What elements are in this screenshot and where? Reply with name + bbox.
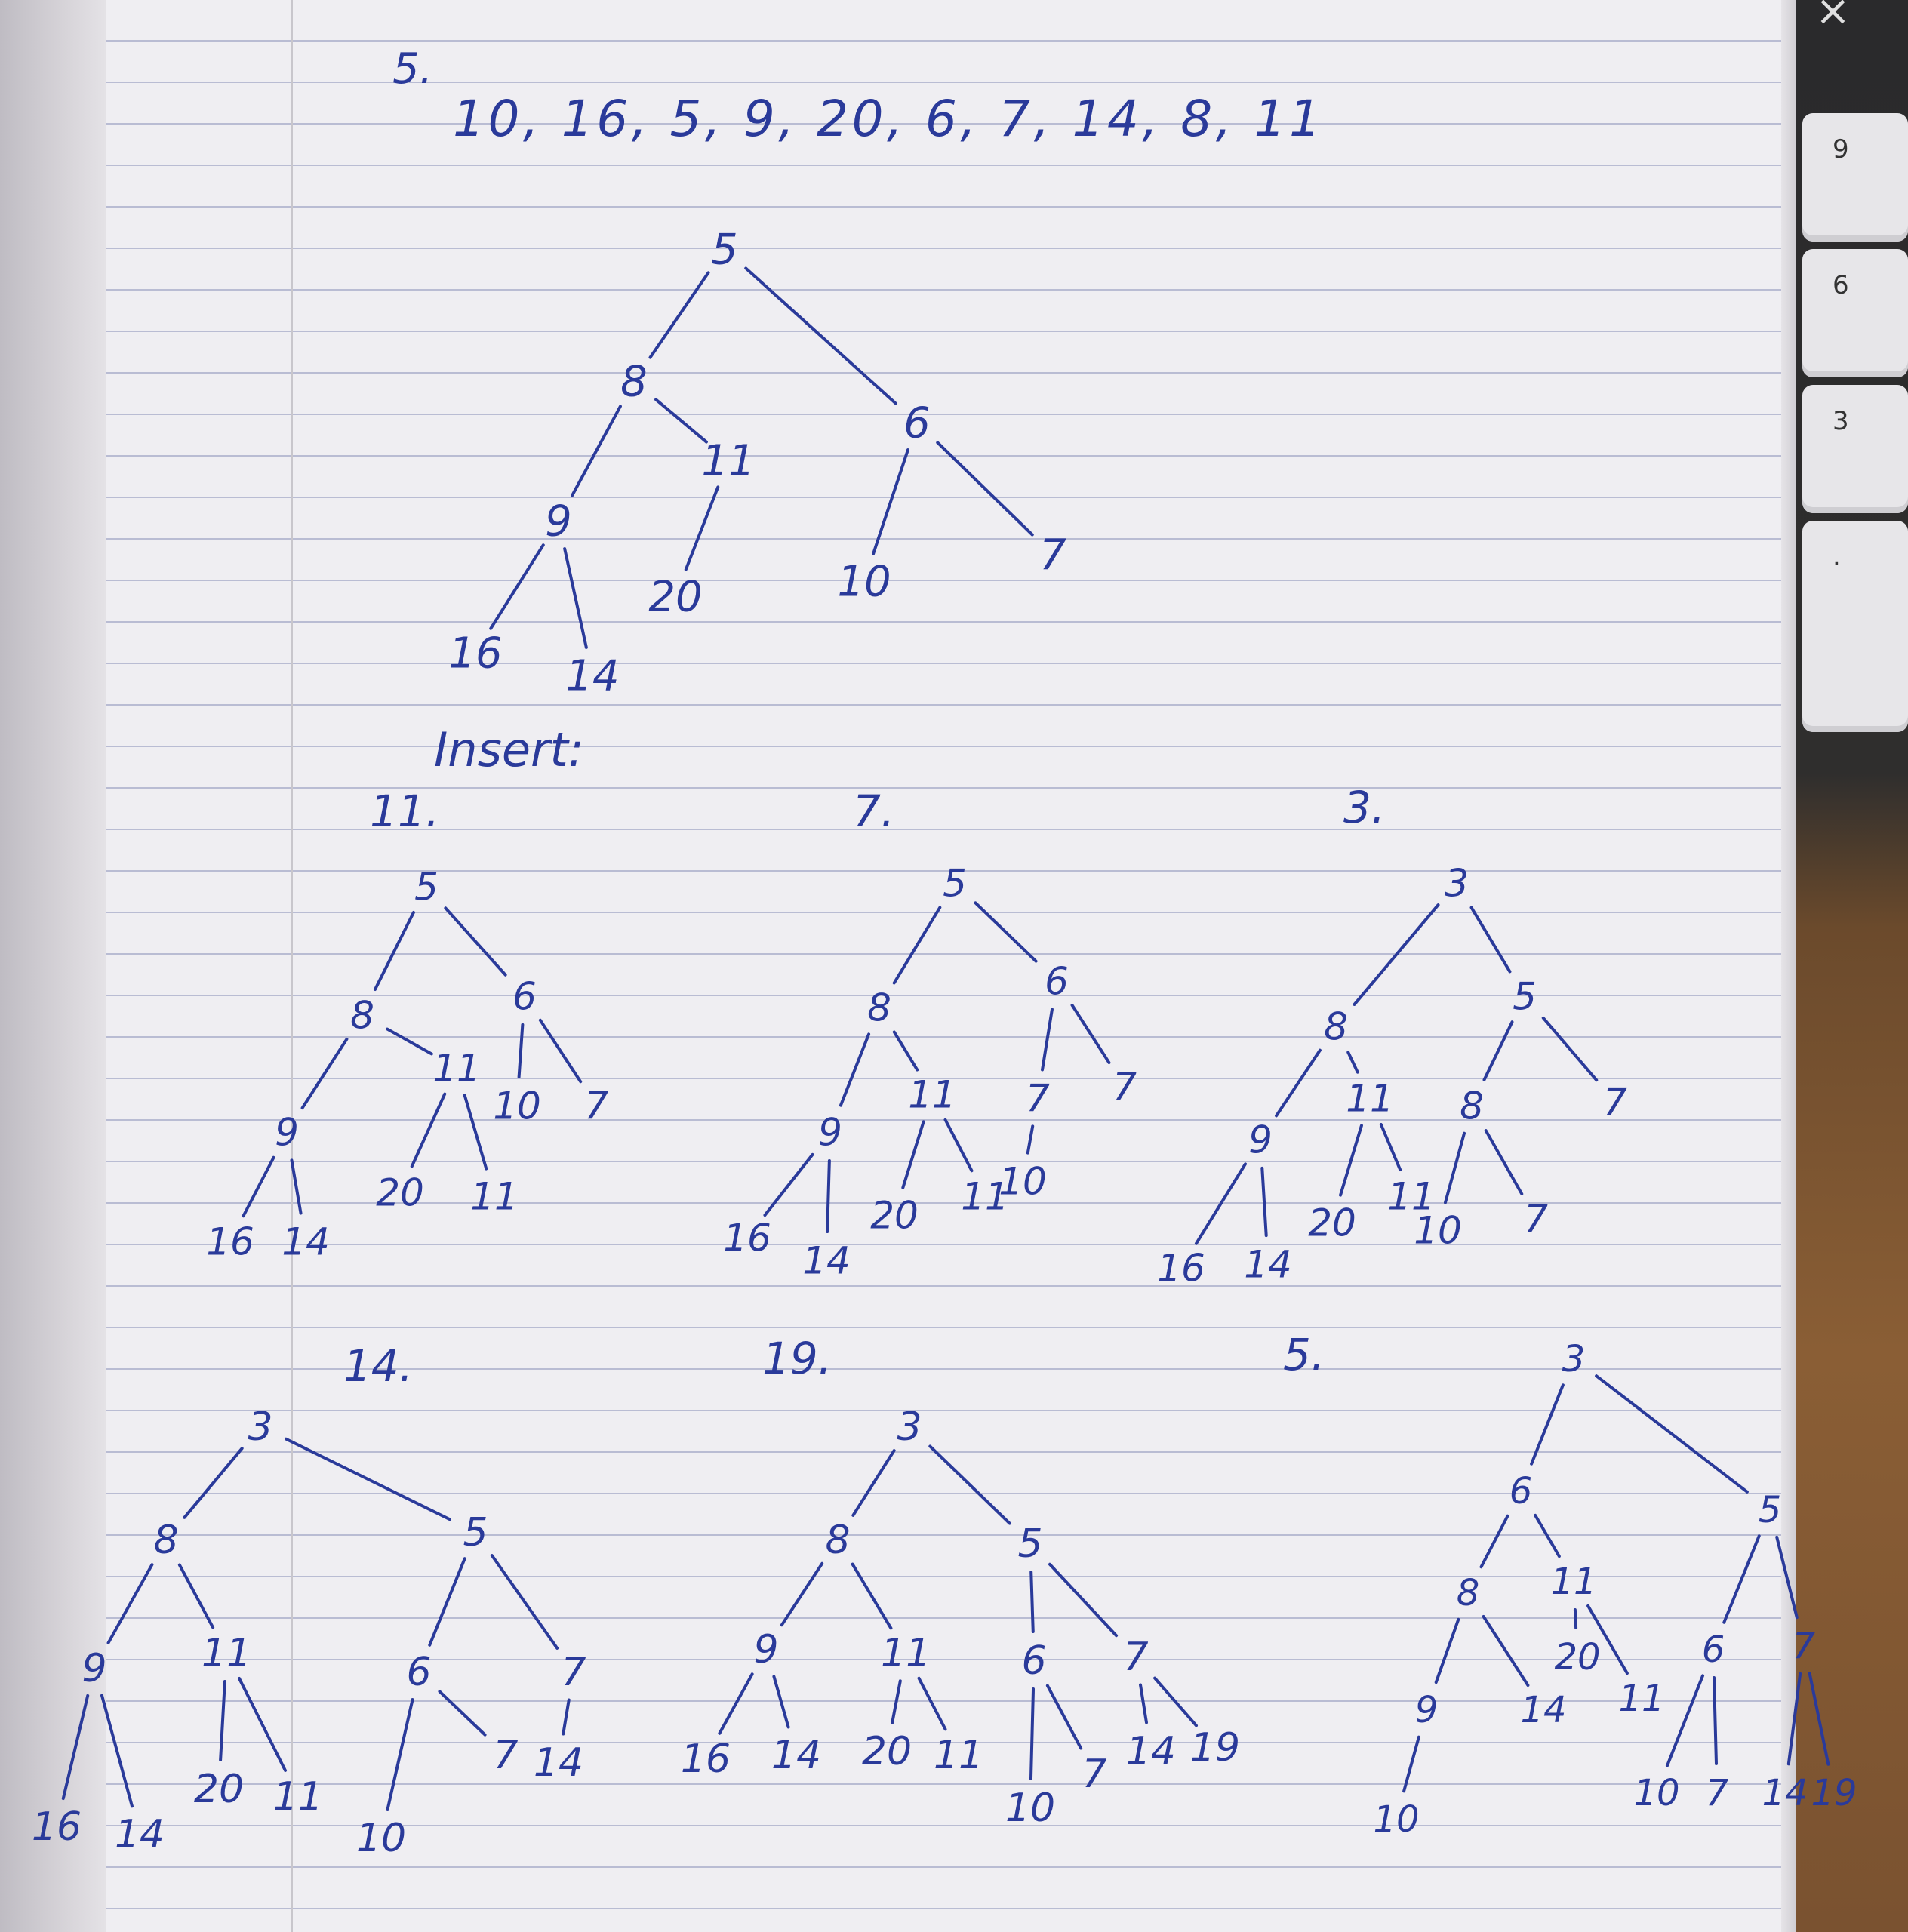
tree-node: 11 xyxy=(470,1174,519,1219)
tree-edge xyxy=(782,1564,822,1625)
tree-node: 19 xyxy=(1811,1771,1857,1814)
tree-edge xyxy=(827,1161,829,1232)
tree-node: 6 xyxy=(1701,1628,1725,1671)
tree-node: 3 xyxy=(897,1404,922,1451)
tree-3 xyxy=(1157,782,1627,1291)
tree-edge xyxy=(1724,1536,1759,1623)
tree-edge xyxy=(1436,1620,1459,1682)
tree-node: 7 xyxy=(493,1733,519,1779)
tree-node: 7 xyxy=(1026,1076,1050,1121)
tree-edge xyxy=(63,1696,88,1798)
tree-label: 7. xyxy=(853,786,895,837)
tree-label: 11. xyxy=(370,786,440,837)
sequence-text: 10, 16, 5, 9, 20, 6, 7, 14, 8, 11 xyxy=(453,90,1321,148)
tree-edge xyxy=(439,1691,485,1734)
tree-node: 7 xyxy=(1524,1197,1548,1241)
tree-node: 6 xyxy=(406,1650,432,1696)
problem-number: 5. xyxy=(392,45,433,94)
tree-node: 9 xyxy=(82,1646,107,1692)
tree-edge xyxy=(220,1681,225,1760)
tree-node: 19 xyxy=(1189,1725,1241,1771)
tree-node: 5 xyxy=(1758,1488,1782,1531)
tree-edge xyxy=(892,1681,900,1722)
tree-node: 14 xyxy=(1520,1688,1567,1731)
tree-edge xyxy=(719,1674,752,1733)
tree-edge xyxy=(656,399,706,441)
tree-edge xyxy=(1340,1125,1362,1195)
tree-edge xyxy=(1031,1689,1033,1779)
tree-label: 3. xyxy=(1343,782,1386,833)
tree-node: 11 xyxy=(1387,1174,1436,1219)
tree-edge xyxy=(930,1446,1009,1523)
tree-node: 20 xyxy=(1308,1201,1356,1245)
tree-node: 9 xyxy=(1414,1688,1439,1731)
tree-edge xyxy=(412,1094,445,1167)
tree-edge xyxy=(853,1564,891,1629)
tree-node: 8 xyxy=(1456,1571,1480,1614)
tree-node: 8 xyxy=(153,1518,179,1564)
tree-edge xyxy=(387,1029,432,1054)
tree-node: 11 xyxy=(908,1072,956,1117)
tree-edge xyxy=(1810,1673,1829,1764)
tree-edge xyxy=(1276,1051,1320,1116)
tree-node: 11 xyxy=(701,436,756,486)
key-label: . xyxy=(1833,542,1841,572)
tree-node: 5 xyxy=(711,225,738,275)
tree-edge xyxy=(1445,1134,1464,1203)
tree-node: 7 xyxy=(1705,1771,1729,1814)
tree-edge xyxy=(109,1564,152,1643)
tree-label: 14. xyxy=(343,1340,414,1392)
tree-node: 10 xyxy=(1633,1771,1680,1814)
tree-node: 10 xyxy=(493,1084,541,1128)
tree-node: 7 xyxy=(561,1650,586,1696)
tree-node: 7 xyxy=(1112,1065,1137,1109)
tree-node: 9 xyxy=(1248,1118,1273,1162)
tree-edge xyxy=(1354,905,1438,1004)
tree-node: 20 xyxy=(870,1193,919,1238)
tree-edge xyxy=(746,268,896,403)
tree-node: 10 xyxy=(999,1159,1047,1204)
tree-edge xyxy=(1155,1678,1196,1726)
tree-node: 14 xyxy=(802,1238,851,1283)
tree-node: 8 xyxy=(825,1518,851,1564)
tree-node: 7 xyxy=(1792,1624,1816,1667)
tree-edge xyxy=(243,1158,273,1216)
tree-5 xyxy=(681,1333,1240,1831)
tree-edge xyxy=(540,1020,580,1081)
tree-edge xyxy=(286,1439,450,1519)
tree-edge xyxy=(1535,1515,1559,1556)
tree-edge xyxy=(303,1039,347,1108)
tree-node: 6 xyxy=(1509,1469,1533,1512)
tree-4 xyxy=(32,1340,586,1861)
tree-edge xyxy=(565,549,586,648)
tree-node: 11 xyxy=(432,1046,481,1091)
tree-node: 6 xyxy=(1021,1638,1047,1684)
tree-label: 5. xyxy=(1283,1329,1325,1380)
tree-edge xyxy=(563,1700,569,1734)
tree-edge xyxy=(1028,1126,1032,1152)
tree-node: 14 xyxy=(1244,1242,1292,1287)
tree-node: 8 xyxy=(1324,1004,1348,1049)
tree-node: 16 xyxy=(723,1216,771,1260)
tree-edge xyxy=(937,442,1032,534)
key-label: 3 xyxy=(1833,406,1849,436)
tree-node: 16 xyxy=(448,629,503,678)
tree-edge xyxy=(1543,1018,1597,1080)
tree-node: 11 xyxy=(1618,1677,1665,1720)
tree-edge xyxy=(1575,1610,1576,1628)
tree-edge xyxy=(1531,1385,1563,1463)
tree-node: 5 xyxy=(1017,1521,1043,1567)
tree-node: 20 xyxy=(376,1171,424,1215)
tree-node: 10 xyxy=(837,557,891,607)
tree-node: 9 xyxy=(545,497,572,546)
tree-edge xyxy=(1196,1164,1245,1243)
tree-node: 16 xyxy=(1157,1246,1205,1291)
tree-edge xyxy=(102,1696,132,1807)
tree-node: 14 xyxy=(282,1220,330,1264)
tree-edge xyxy=(1481,1516,1507,1567)
tree-node: 11 xyxy=(880,1631,931,1677)
tree-node: 10 xyxy=(1005,1786,1056,1832)
tree-edge xyxy=(945,1120,971,1171)
tree-node: 3 xyxy=(1562,1337,1586,1380)
tree-node: 11 xyxy=(272,1774,324,1820)
tree-node: 16 xyxy=(680,1737,731,1783)
tree-node: 7 xyxy=(1039,531,1066,580)
tree-node: 11 xyxy=(1346,1076,1394,1121)
tree-node: 7 xyxy=(584,1084,608,1128)
tree-edge xyxy=(1484,1617,1528,1685)
tree-edge xyxy=(429,1558,464,1645)
tree-edge xyxy=(1667,1675,1703,1765)
tree-edge xyxy=(492,1555,557,1648)
tree-node: 20 xyxy=(1554,1635,1601,1678)
tree-drawings xyxy=(32,226,1857,1862)
tree-edge xyxy=(1031,1572,1033,1632)
tree-node: 10 xyxy=(1414,1208,1462,1253)
tree-node: 7 xyxy=(1123,1635,1149,1681)
tree-edge xyxy=(894,1032,917,1069)
tree-node: 11 xyxy=(933,1733,984,1779)
tree-node: 20 xyxy=(861,1729,912,1775)
tree-edge xyxy=(491,545,543,629)
tree-edge xyxy=(903,1121,923,1187)
tree-node: 10 xyxy=(1373,1798,1420,1841)
tree-edge xyxy=(774,1677,788,1727)
tree-node: 7 xyxy=(1082,1752,1107,1798)
tree-label: 19. xyxy=(762,1333,832,1384)
tree-edge xyxy=(919,1678,945,1730)
tree-edge xyxy=(1472,908,1510,972)
tree-node: 16 xyxy=(31,1804,82,1850)
tree-node: 9 xyxy=(818,1110,842,1155)
tree-edge xyxy=(1486,1131,1522,1194)
tree-edge xyxy=(519,1025,523,1077)
tree-edge xyxy=(1048,1686,1081,1749)
tree-edge xyxy=(1485,1022,1513,1080)
tree-node: 5 xyxy=(1513,974,1537,1019)
tree-edge xyxy=(375,912,414,989)
tree-edge xyxy=(180,1565,213,1628)
tree-node: 11 xyxy=(961,1174,1009,1219)
tree-0 xyxy=(448,226,1066,701)
tree-edge xyxy=(1042,1010,1052,1070)
tree-edge xyxy=(1789,1674,1800,1764)
insert-heading: Insert: xyxy=(434,722,584,777)
key-label: 6 xyxy=(1833,270,1849,300)
tree-edge xyxy=(239,1678,285,1770)
tree-node: 14 xyxy=(1762,1771,1808,1814)
tree-edge xyxy=(1050,1564,1116,1635)
tree-edge xyxy=(445,908,505,974)
tree-node: 14 xyxy=(565,651,620,701)
tree-1 xyxy=(206,786,608,1264)
close-mark-icon: × xyxy=(1815,0,1851,35)
tree-node: 6 xyxy=(1045,959,1069,1004)
tree-edge xyxy=(1714,1678,1716,1764)
tree-edge xyxy=(1381,1124,1400,1170)
tree-node: 8 xyxy=(1460,1084,1484,1128)
tree-node: 5 xyxy=(414,865,439,909)
tree-edge xyxy=(975,903,1036,961)
tree-edge xyxy=(894,907,940,983)
tree-node: 5 xyxy=(463,1510,488,1556)
tree-edge xyxy=(1072,1005,1109,1063)
tree-edge xyxy=(765,1155,812,1215)
tree-6 xyxy=(1283,1329,1857,1841)
tree-edge xyxy=(853,1451,894,1515)
tree-edge xyxy=(291,1160,300,1213)
tree-edge xyxy=(1404,1737,1419,1792)
tree-edge xyxy=(1348,1052,1357,1072)
tree-node: 14 xyxy=(533,1740,584,1786)
tree-node: 11 xyxy=(1550,1560,1597,1603)
tree-edge xyxy=(650,272,708,357)
tree-node: 11 xyxy=(201,1631,252,1677)
tree-edge xyxy=(1140,1685,1146,1723)
tree-edge xyxy=(841,1034,869,1105)
tree-node: 9 xyxy=(753,1627,779,1673)
tree-node: 14 xyxy=(114,1812,165,1858)
tree-node: 9 xyxy=(275,1110,299,1155)
tree-node: 5 xyxy=(943,861,967,906)
tree-node: 3 xyxy=(248,1404,273,1451)
tree-edge xyxy=(572,406,620,495)
tree-node: 14 xyxy=(1125,1729,1177,1775)
tree-node: 3 xyxy=(1445,861,1469,906)
tree-edge xyxy=(873,450,908,554)
tree-node: 14 xyxy=(771,1733,822,1779)
tree-edge xyxy=(1596,1376,1747,1492)
tree-node: 20 xyxy=(193,1767,245,1813)
tree-node: 7 xyxy=(1603,1080,1627,1124)
tree-node: 20 xyxy=(648,572,703,622)
tree-2 xyxy=(723,786,1137,1283)
tree-edge xyxy=(1262,1168,1266,1235)
tree-node: 8 xyxy=(620,357,648,407)
key-label: 9 xyxy=(1833,134,1849,165)
tree-node: 8 xyxy=(350,993,374,1038)
tree-node: 8 xyxy=(867,986,891,1030)
tree-edge xyxy=(184,1448,242,1518)
tree-node: 16 xyxy=(206,1220,254,1264)
tree-node: 10 xyxy=(355,1816,407,1862)
tree-node: 6 xyxy=(512,974,537,1019)
tree-edge xyxy=(1777,1537,1797,1617)
tree-edge xyxy=(465,1095,487,1168)
tree-edge xyxy=(387,1700,412,1810)
tree-node: 6 xyxy=(903,398,931,448)
tree-edge xyxy=(686,487,718,569)
